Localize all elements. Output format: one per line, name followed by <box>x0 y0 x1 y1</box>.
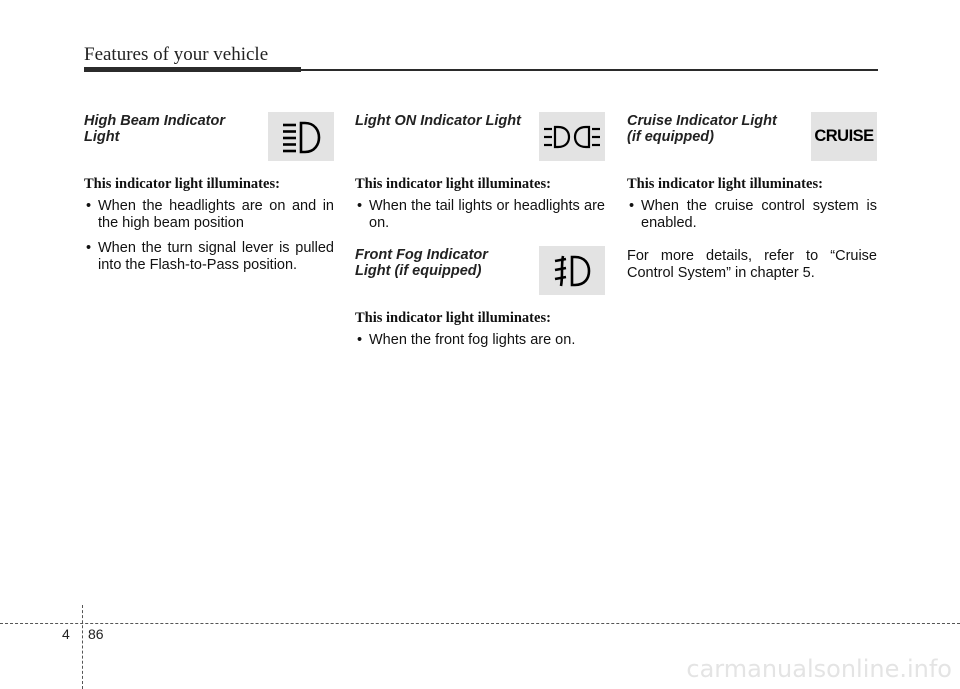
cruise-indicator-icon <box>811 112 877 161</box>
bullet-item: • When the front fog lights are on. <box>355 332 605 349</box>
bullet-list <box>355 198 605 232</box>
page-number: 86 <box>88 626 104 642</box>
bullet-item: • When the tail lights or headlights are on. <box>355 198 605 232</box>
section-light-on <box>355 112 605 232</box>
bullet-list <box>84 198 334 274</box>
chapter-number: 4 <box>62 626 70 642</box>
section-title: Front Fog Indicator Light (if equipped) <box>355 247 488 279</box>
column-3 <box>627 112 877 282</box>
section-front-fog <box>355 246 605 349</box>
footer-rule <box>0 623 960 624</box>
section-title: High Beam Indicator Light <box>84 113 225 145</box>
column-2 <box>355 112 605 357</box>
column-1 <box>84 112 334 282</box>
bullet-list <box>355 332 605 349</box>
high-beam-icon <box>268 112 334 161</box>
section-title: Light ON Indicator Light <box>355 113 521 129</box>
bullet-item: • When the cruise control system is enabled. <box>627 198 877 232</box>
section-intro: This indicator light illuminates: <box>627 176 823 192</box>
cruise-icon-label: CRUISE <box>814 127 874 145</box>
page-header-title: Features of your vehicle <box>84 44 269 65</box>
light-on-icon <box>539 112 605 161</box>
section-intro: This indicator light illuminates: <box>355 176 551 192</box>
section-intro: This indicator light illuminates: <box>84 176 280 192</box>
section-high-beam <box>84 112 334 274</box>
bullet-item: • When the headlights are on and in the high beam position <box>84 198 334 232</box>
header-rule-thin <box>301 69 878 71</box>
watermark: carmanualsonline.info <box>686 655 952 683</box>
section-intro: This indicator light illuminates: <box>355 310 551 326</box>
front-fog-icon <box>539 246 605 295</box>
header-rule-thick <box>84 67 301 72</box>
footer-vertical-rule <box>82 605 83 689</box>
bullet-list <box>627 198 877 232</box>
section-cruise <box>627 112 877 282</box>
bullet-item: • When the turn signal lever is pulled into the Flash-to-Pass position. <box>84 240 334 274</box>
cruise-reference-note: For more details, refer to “Cruise Control System” in chapter 5. <box>627 248 877 281</box>
section-title: Cruise Indicator Light (if equipped) <box>627 113 777 145</box>
